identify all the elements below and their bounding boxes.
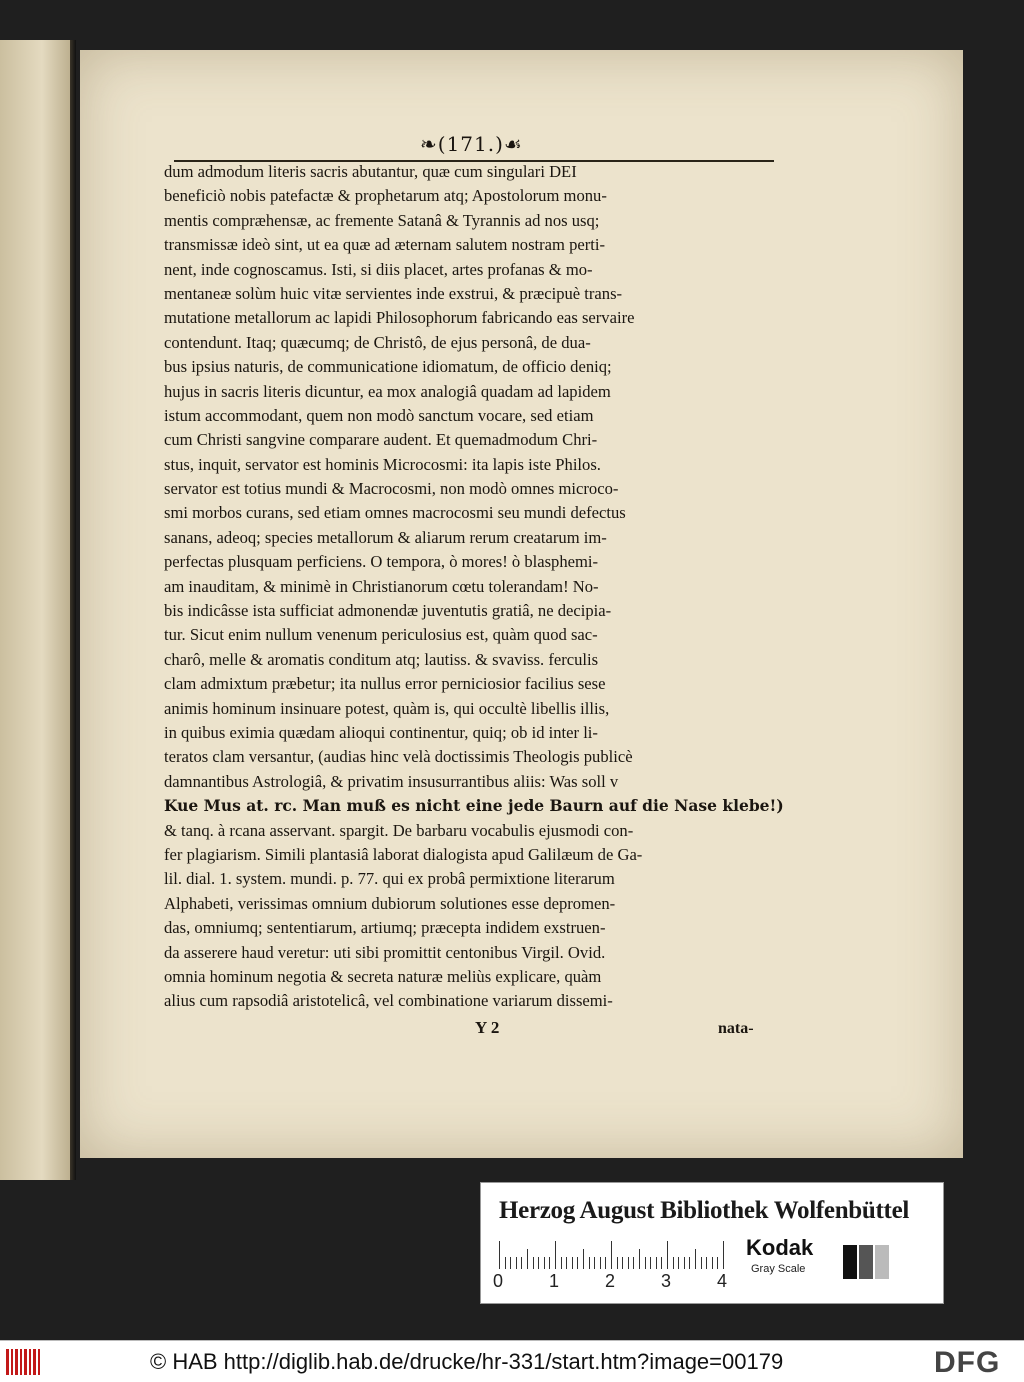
gray-patch-black xyxy=(843,1245,857,1279)
text-line: transmissæ ideò sint, ut ea quæ ad æternam salutem nostram perti- xyxy=(164,235,606,255)
ruler-number: 2 xyxy=(605,1271,616,1291)
text-line: & tanq. à rcana asservant. spargit. De barbaru vocabulis ejusmodi con- xyxy=(164,820,634,840)
ruler-tick xyxy=(717,1257,718,1269)
body-text xyxy=(164,160,784,1014)
ruler-tick xyxy=(555,1241,556,1269)
scale-ruler xyxy=(499,1241,727,1269)
header-ornament-right: ☙ xyxy=(503,132,523,156)
color-calibration-card xyxy=(480,1182,944,1304)
ruler-tick xyxy=(645,1257,646,1269)
text-line: mentaneæ solùm huic vitæ servientes inde exstrui, & præcipuè trans- xyxy=(164,283,623,303)
text-line: Alphabeti, verissimas omnium dubiorum solutiones esse depromen- xyxy=(164,893,616,913)
text-line: am inauditam, & minimè in Christianorum cœtu tolerandam! No- xyxy=(164,576,599,596)
text-line: dum admodum literis sacris abutantur, quæ cum singulari DEI xyxy=(164,162,577,181)
ruler-tick xyxy=(572,1257,573,1269)
text-line: contendunt. Itaq; quæcumq; de Christô, de ejus personâ, de dua- xyxy=(164,332,591,352)
header-ornament-left: ❧ xyxy=(420,132,438,156)
ruler-tick xyxy=(527,1249,528,1269)
ruler-tick xyxy=(673,1257,674,1269)
ruler-tick xyxy=(589,1257,590,1269)
text-line: teratos clam versantur, (audias hinc velà doctissimis Theologis publicè xyxy=(164,747,633,767)
ruler-tick xyxy=(633,1257,634,1269)
text-line: servator est totius mundi & Macrocosmi, non modò omnes microco- xyxy=(164,479,619,499)
ruler-tick xyxy=(678,1257,679,1269)
text-line: cum Christi sangvine comparare audent. Et quemadmodum Chri- xyxy=(164,430,598,450)
ruler-tick xyxy=(600,1257,601,1269)
ruler-numbers xyxy=(493,1271,743,1295)
ruler-tick xyxy=(656,1257,657,1269)
page-number-header xyxy=(420,132,620,156)
dfg-logo: DFG xyxy=(934,1346,1001,1379)
ruler-tick xyxy=(549,1257,550,1269)
kodak-brand: Kodak xyxy=(746,1235,814,1260)
library-name: Herzog August Bibliothek Wolfenbüttel xyxy=(499,1197,910,1224)
ruler-tick xyxy=(712,1257,713,1269)
ruler-tick xyxy=(577,1257,578,1269)
ruler-tick xyxy=(661,1257,662,1269)
text-line: bis indicâsse ista sufficiat admonendæ juventutis gratiâ, ne decipia- xyxy=(164,601,612,621)
text-line: hujus in sacris literis dicuntur, ea mox analogiâ quadam ad lapidem xyxy=(164,381,611,401)
ruler-number: 0 xyxy=(493,1271,504,1291)
gray-patch-dark xyxy=(859,1245,873,1279)
ruler-tick xyxy=(605,1257,606,1269)
text-line: mutatione metallorum ac lapidi Philosophorum fabricando eas servaire xyxy=(164,308,635,328)
ruler-tick xyxy=(650,1257,651,1269)
text-line: perfectas plusquam perficiens. O tempora, ò mores! ò blasphemi- xyxy=(164,552,599,572)
ruler-tick xyxy=(611,1241,612,1269)
text-line: in quibus eximia quædam alioqui continentur, quiq; ob id inter li- xyxy=(164,722,598,742)
ruler-tick xyxy=(684,1257,685,1269)
text-line: smi morbos curans, sed etiam omnes macrocosmi seu mundi defectus xyxy=(164,503,626,523)
footer-url[interactable]: © HAB http://diglib.hab.de/drucke/hr-331/start.htm?image=00179 xyxy=(150,1349,784,1374)
text-line: clam admixtum præbetur; ita nullus error perniciosior facilius sese xyxy=(164,674,606,694)
ruler-tick xyxy=(695,1249,696,1269)
text-line: nent, inde cognoscamus. Isti, si diis placet, artes profanas & mo- xyxy=(164,259,593,279)
text-line: animis hominum insinuare potest, quàm is, qui occultè libellis illis, xyxy=(164,698,610,718)
ruler-tick xyxy=(667,1241,668,1269)
hab-logo-icon xyxy=(6,1349,40,1375)
ruler-tick xyxy=(628,1257,629,1269)
text-line: damnantibus Astrologiâ, & privatim insusurrantibus aliis: Was soll v xyxy=(164,771,619,791)
previous-page-edge xyxy=(0,40,72,1180)
text-line: omnia hominum negotia & secreta naturæ meliùs explicare, quàm xyxy=(164,966,602,986)
text-line: das, omniumq; sententiarum, artiumq; præcepta indidem exstruen- xyxy=(164,918,606,938)
signature-mark: Y 2 xyxy=(475,1018,500,1037)
ruler-number: 1 xyxy=(549,1271,560,1291)
text-line: charô, melle & aromatis conditum atq; lautiss. & svaviss. ferculis xyxy=(164,649,599,669)
ruler-tick xyxy=(701,1257,702,1269)
text-line: da asserere haud veretur: uti sibi promittit centonibus Virgil. Ovid. xyxy=(164,942,606,962)
ruler-tick xyxy=(723,1241,724,1269)
footer-bar xyxy=(0,1340,1024,1382)
text-line: bus ipsius naturis, de communicatione idiomatum, de officio deniq; xyxy=(164,357,612,377)
ruler-tick xyxy=(516,1257,517,1269)
gray-patch-light xyxy=(875,1245,889,1279)
text-line: beneficiò nobis patefactæ & prophetarum atq; Apostolorum monu- xyxy=(164,186,607,206)
ruler-tick xyxy=(639,1249,640,1269)
catchword: nata- xyxy=(718,1020,754,1037)
ruler-tick xyxy=(689,1257,690,1269)
text-line: sanans, adeoq; species metallorum & aliarum rerum creatarum im- xyxy=(164,527,607,547)
text-line: istum accommodant, quem non modò sanctum vocare, sed etiam xyxy=(164,405,594,425)
text-line: alius cum rapsodiâ aristotelicâ, vel combinatione variarum dissemi- xyxy=(164,991,613,1011)
ruler-number: 3 xyxy=(661,1271,672,1291)
gray-scale-label: Gray Scale xyxy=(751,1263,806,1275)
ruler-tick xyxy=(521,1257,522,1269)
text-line: mentis compræhensæ, ac fremente Satanâ & Tyrannis ad nos usq; xyxy=(164,210,600,230)
ruler-tick xyxy=(706,1257,707,1269)
ruler-tick xyxy=(538,1257,539,1269)
text-line: tur. Sicut enim nullum venenum periculosius est, quàm quod sac- xyxy=(164,625,598,645)
text-line: stus, inquit, servator est hominis Microcosmi: ita lapis iste Philos. xyxy=(164,454,601,474)
ruler-tick xyxy=(561,1257,562,1269)
ruler-tick xyxy=(544,1257,545,1269)
ruler-tick xyxy=(622,1257,623,1269)
text-line: Kue Mus at. rc. Man muß es nicht eine jede Baurn auf die Nase klebe!) xyxy=(164,796,784,816)
ruler-tick xyxy=(617,1257,618,1269)
ruler-tick xyxy=(533,1257,534,1269)
ruler-tick xyxy=(594,1257,595,1269)
ruler-tick xyxy=(505,1257,506,1269)
ruler-tick xyxy=(583,1249,584,1269)
text-line: fer plagiarism. Simili plantasiâ laborat dialogista apud Galilæum de Ga- xyxy=(164,844,643,864)
ruler-number: 4 xyxy=(717,1271,728,1291)
ruler-tick xyxy=(510,1257,511,1269)
text-line: lil. dial. 1. system. mundi. p. 77. qui ex probâ permixtione literarum xyxy=(164,869,615,889)
page-number: (171.) xyxy=(437,132,504,156)
ruler-tick xyxy=(499,1241,500,1269)
ruler-tick xyxy=(566,1257,567,1269)
